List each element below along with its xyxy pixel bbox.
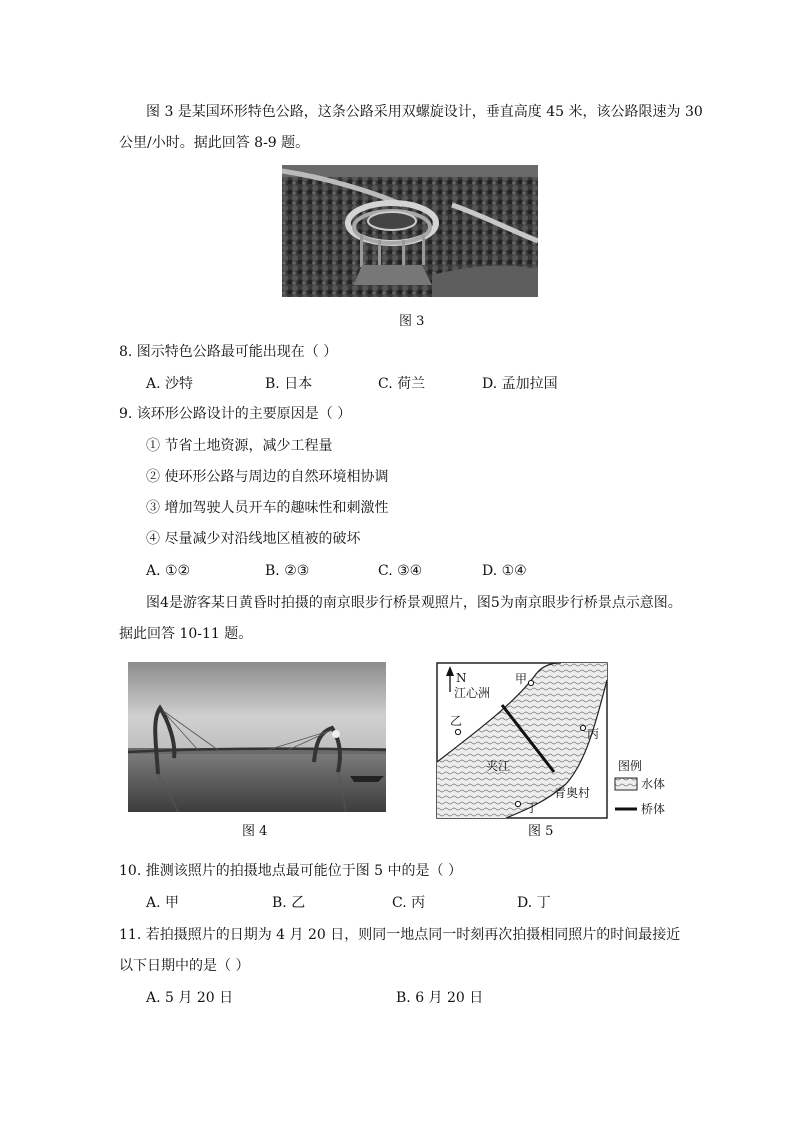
- map-north-label: N: [456, 671, 467, 685]
- intro-8-9-line2: 公里/小时。据此回答 8-9 题。: [119, 135, 310, 151]
- q11-option-b: B. 6 月 20 日: [396, 990, 484, 1006]
- fig5-caption: 图 5: [528, 824, 554, 839]
- q8-option-c: C. 荷兰: [378, 376, 426, 392]
- q10-option-a: A. 甲: [146, 895, 180, 911]
- q8-option-d: D. 孟加拉国: [482, 376, 558, 392]
- q11-stem-line2: 以下日期中的是（ ）: [119, 958, 250, 974]
- q10-option-d: D. 丁: [517, 895, 551, 911]
- q10-option-c: C. 丙: [392, 895, 426, 911]
- map-legend-bridge: 桥体: [641, 802, 666, 816]
- q8-option-a: A. 沙特: [146, 376, 194, 392]
- intro-10-11-line1: 图4是游客某日黄昏时拍摄的南京眼步行桥景观照片，图5为南京眼步行桥景点示意图。: [146, 595, 682, 611]
- map-label-yi: 乙: [450, 714, 463, 728]
- q9-option-a: A. ①②: [146, 563, 191, 579]
- map-label-ding: 丁: [526, 801, 539, 815]
- q9-option-b: B. ②③: [265, 563, 310, 579]
- map-label-jia: 甲: [515, 672, 528, 686]
- map-legend-title: 图例: [618, 759, 643, 773]
- map-label-qingaocun: 青奥村: [554, 786, 591, 800]
- q9-statement-1: ① 节省土地资源，减少工程量: [146, 438, 333, 454]
- q9-statement-2: ② 使环形公路与周边的自然环境相协调: [146, 469, 389, 485]
- nanjing-eye-map: [436, 662, 676, 820]
- map-label-jiangxinzhou: 江心洲: [454, 686, 491, 700]
- q10-stem: 10. 推测该照片的拍摄地点最可能位于图 5 中的是（ ）: [119, 863, 462, 879]
- nanjing-eye-photo: [128, 662, 386, 812]
- q9-stem: 9. 该环形公路设计的主要原因是（ ）: [119, 406, 352, 422]
- fig3-caption: 图 3: [399, 314, 425, 329]
- q11-option-a: A. 5 月 20 日: [146, 990, 234, 1006]
- intro-8-9-line1: 图 3 是某国环形特色公路，这条公路采用双螺旋设计，垂直高度 45 米，该公路限速为 30: [146, 104, 703, 120]
- fig4-caption: 图 4: [242, 824, 268, 839]
- intro-10-11-line2: 据此回答 10-11 题。: [119, 626, 253, 642]
- map-label-bing: 丙: [587, 727, 600, 741]
- q9-statement-3: ③ 增加驾驶人员开车的趣味性和刺激性: [146, 500, 389, 516]
- q9-option-d: D. ①④: [482, 563, 527, 579]
- q8-stem: 8. 图示特色公路最可能出现在（ ）: [119, 344, 338, 360]
- spiral-road-photo: [282, 165, 538, 297]
- q11-stem-line1: 11. 若拍摄照片的日期为 4 月 20 日，则同一地点同一时刻再次拍摄相同照片的时间最接近: [119, 927, 681, 943]
- q8-option-b: B. 日本: [265, 376, 313, 392]
- q9-option-c: C. ③④: [378, 563, 423, 579]
- q10-option-b: B. 乙: [272, 895, 306, 911]
- q9-statement-4: ④ 尽量减少对沿线地区植被的破坏: [146, 531, 361, 547]
- map-label-jiajiang: 夹江: [486, 759, 511, 773]
- map-legend-water: 水体: [641, 777, 666, 791]
